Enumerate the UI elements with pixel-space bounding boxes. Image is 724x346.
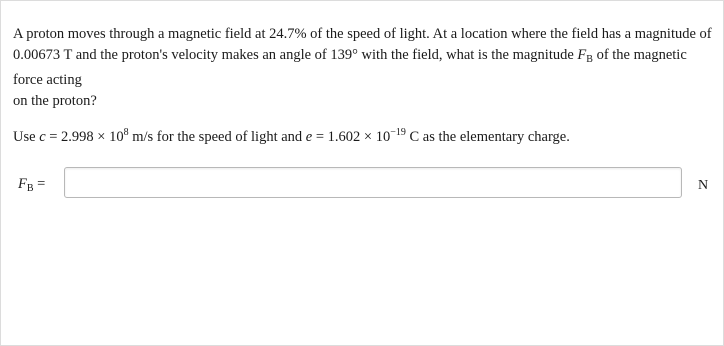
problem-text-line1: A proton moves through a magnetic field at 24.7% of the speed of light. At a location where the field has a magnitude of xyxy=(13,26,712,42)
problem-statement xyxy=(13,24,713,148)
unit-label: N xyxy=(698,178,709,193)
answer-input[interactable] xyxy=(64,167,682,198)
answer-label-symbol: F xyxy=(18,176,27,192)
answer-label-equals: = xyxy=(33,176,46,192)
elementary-charge-value: = 1.602 × 10 xyxy=(312,129,391,145)
constants-prefix: Use xyxy=(13,129,40,145)
answer-label-subscript: B xyxy=(26,183,34,194)
problem-text xyxy=(13,24,713,112)
speed-of-light-value: = 2.998 × 10 xyxy=(45,129,124,145)
elementary-charge-suffix: C as the elementary charge. xyxy=(405,129,570,145)
speed-of-light-symbol: c xyxy=(39,129,46,145)
elementary-charge-symbol: e xyxy=(305,129,313,145)
speed-of-light-exponent: 8 xyxy=(123,127,129,138)
speed-of-light-suffix: m/s for the speed of light and xyxy=(128,129,306,145)
constants-text xyxy=(13,122,713,148)
elementary-charge-exponent: −19 xyxy=(390,127,406,138)
problem-text-line2: 0.00673 T and the proton's velocity makes an angle of 139° with the field, what is the magnitude xyxy=(13,47,578,63)
problem-text-line3: on the proton? xyxy=(13,93,97,109)
problem-text-line2-end: of the magnetic force acting xyxy=(13,47,687,88)
answer-label xyxy=(18,176,45,194)
force-subscript: B xyxy=(586,54,593,65)
force-symbol: F xyxy=(577,47,587,63)
